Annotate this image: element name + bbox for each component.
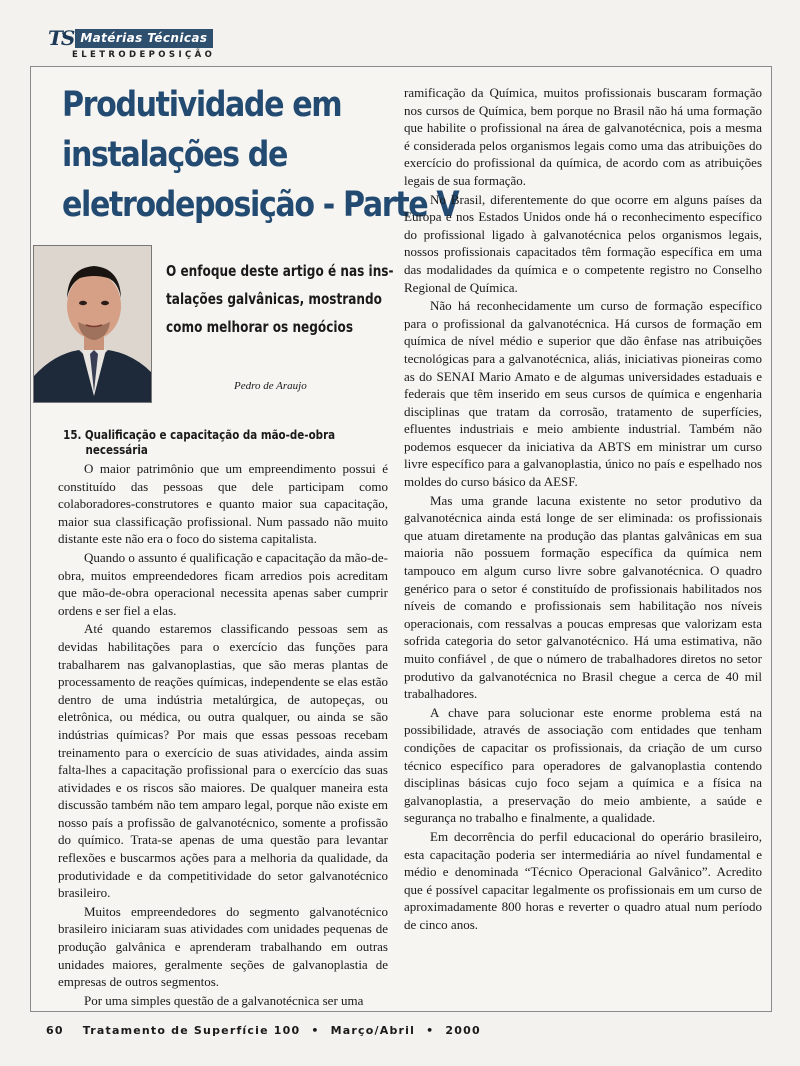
left-column: [58, 428, 388, 1010]
paragraph: Mas uma grande lacuna existente no setor produtivo da galvanotécnica ainda está longe de ser eliminada: os profissionais que atuam diretamente na produção das plantas galvânicas em sua maioria não possuem formação específica da química nem tampouco em algum curso livre sobre galvanotécnica. O quadro genérico para o setor é constituído de profissionais habilitados nos níveis de comando e profissionais sem habilitação nos níveis operacionais, com ressalvas a poucas empresas que valorizam esta sofrida categoria do setor galvanotécnico. Há uma estimativa, não muito confiável , de que o número de trabalhadores diretos no setor produtivo da galvanotécnica no Brasil chegue a cerca de 40 mil trabalhadores.: [404, 492, 762, 702]
section-number: 15.: [63, 428, 82, 442]
issue-date: Março/Abril: [330, 1024, 416, 1037]
article-title: [62, 80, 459, 230]
section-heading: [58, 428, 393, 458]
subtitle-line-1: O enfoque deste artigo é nas ins-: [166, 262, 394, 280]
section-subtitle: ELETRODEPOSIÇÃO: [72, 50, 216, 60]
issue-year: 2000: [445, 1024, 481, 1037]
paragraph: A chave para solucionar este enorme problema está na possibilidade, através de associação com entidades que tenham condições de capacitar os profissionais, da criação de um curso técnico específico para operadores de galvanoplastia contendo disciplinas básicas cujo foco sejam a química e a física na galvanoplastia, a preservação do meio ambiente, a saúde e segurança no trabalho e finalmente, a qualidade.: [404, 704, 762, 826]
paragraph: ramificação da Química, muitos profissionais buscaram formação nos cursos de Química, bem porque no Brasil não há uma formação que habilite o profissional na área de galvanotécnica, pois a mesma é considerada pelos organismos legais como uma das atribuições do exercício do profissional da química, de acordo com as atribuições legais de sua formação.: [404, 85, 762, 188]
author-portrait-image: [34, 246, 152, 403]
paragraph: Por uma simples questão de a galvanotécnica ser uma: [84, 992, 364, 1008]
footer-separator: •: [311, 1024, 320, 1037]
title-line-2: instalações de: [62, 135, 288, 175]
title-line-3: eletrodeposição - Parte V: [62, 185, 459, 225]
section-tag: Matérias Técnicas: [75, 29, 213, 48]
page-number: 60: [46, 1024, 64, 1037]
paragraph: O maior patrimônio que um empreendimento possui é constituído das pessoas que dele participam como colaboradores-construtores e quanto maior sua capacitação, maior sua classificação profissional. Num passado não muito distante este não era o foco do sistema capitalista.: [58, 461, 388, 547]
page-footer: [46, 1024, 481, 1037]
section-heading-line-2: necessária: [85, 443, 148, 457]
paragraph: Em decorrência do perfil educacional do operário brasileiro, esta capacitação poderia ser intermediária ao nível fundamental e médio e denominada “Técnico Operacional Galvânico”. Acredito que é possível capacitar legalmente os profissionais em um curso de aproximadamente 800 horas e reverter o quadro atual num período de cinco anos.: [404, 828, 762, 932]
publication-name: Tratamento de Superfície 100: [82, 1024, 301, 1037]
right-column: [404, 84, 762, 935]
paragraph: Não há reconhecidamente um curso de formação específico para o profissional da galvanotécnica. Há cursos de formação em química de nível médio e superior que dão ênfase nas atribuições tecnológicas para a galvanotécnica, aliás, iniciativas pioneiras como as do SENAI Mario Amato e de algumas universidades estaduais e federais que têm inserido em seus cursos de química e engenharia disciplinas que tratam da corrosão, tratamento de superfícies, efluentes industriais e meio ambiente industrial. Também não podemos esquecer da iniciativa da ABTS em ministrar um curso livre específico para a galvanoplastia, único no país e espelhado nos moldes do curso básico da AESF.: [404, 298, 762, 490]
title-line-1: Produtividade em: [62, 85, 342, 125]
article-subtitle: [166, 257, 400, 341]
author-name: Pedro de Araujo: [234, 380, 307, 392]
section-heading-line-1: Qualificação e capacitação da mão-de-obra: [84, 428, 336, 442]
header-logo-row: [48, 28, 215, 48]
subtitle-line-3: como melhorar os negócios: [166, 318, 354, 336]
page-header: [48, 28, 215, 60]
ts-logo: TS: [48, 26, 74, 50]
paragraph: No Brasil, diferentemente do que ocorre em alguns países da Europa e nos Estados Unidos onde há o reconhecimento específico do profissional ligado à galvanotécnica pelos organismos legais, nossos profissionais capacitados têm formação específica em uma das modalidades da química e o competente registro no Conselho Regional de Química.: [404, 191, 762, 295]
subtitle-line-2: talações galvânicas, mostrando: [166, 290, 382, 308]
paragraph: Até quando estaremos classificando pessoas sem as devidas habilitações para o exercício das funções para trabalharem nas galvanoplastias, que são meras plantas de processamento de reações químicas, independente se elas estão dentro de uma indústria metalúrgica, de autopeças, ou eletrônica, ou médica, ou outra qualquer, ou ainda se são indústrias químicas? Por mais que essas pessoas recebam treinamento para o exercício de suas atividades, ainda assim falta-lhes a capacitação profissional para o exercício das suas atividades e os riscos são maiores. De qualquer maneira esta discussão também não tem amparo legal, porque não existe em nosso país a profissão de galvanotécnico, somente a profissão do químico. Trata-se apenas de uma questão para levantar reflexões e buscarmos ações para a melhoria da qualidade, da produtividade e da competitividade do setor galvanotécnico brasileiro.: [58, 621, 388, 901]
paragraph: Quando o assunto é qualificação e capacitação da mão-de-obra, muitos empreendedores ficam arredios pois acreditam que mão-de-obra operacional necessita apenas saber cumprir ordens e ser fiel a elas.: [58, 549, 388, 618]
footer-separator: •: [426, 1024, 435, 1037]
paragraph: Muitos empreendedores do segmento galvanotécnico brasileiro iniciaram suas atividades com unidades pequenas de produção galvânica e aprenderam trabalhando em outras unidades maiores, geralmente seções de galvanoplastia de empresas de outros segmentos.: [58, 903, 388, 990]
author-photo: [33, 245, 152, 403]
